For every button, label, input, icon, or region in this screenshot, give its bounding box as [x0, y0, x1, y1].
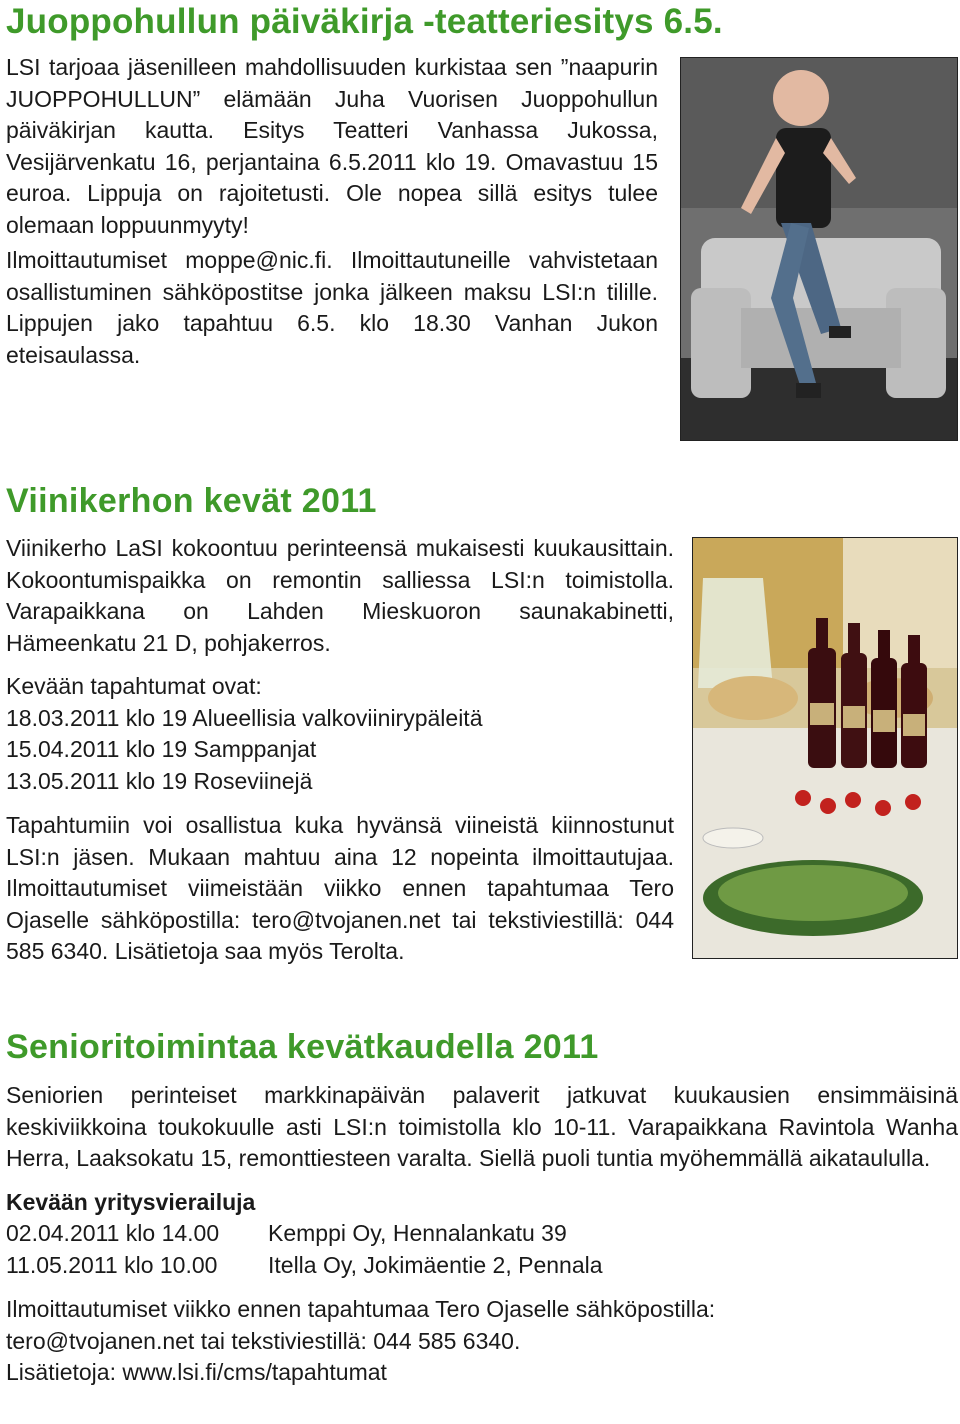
wine-event: 13.05.2011 klo 19 Roseviinejä — [6, 767, 313, 794]
wine-event: 15.04.2011 klo 19 Samppanjat — [6, 736, 317, 762]
wine-table-photo-image — [693, 538, 957, 958]
visit-date: 11.05.2011 klo 10.00 — [6, 1251, 218, 1278]
visit-place: Itella Oy, Jokimäentie 2, Pennala — [268, 1251, 603, 1278]
theatre-paragraph-2: Ilmoittautumiset moppe@nic.fi. Ilmoittautuneille vahvistetaan osallistuminen sähköpostitse jonka jälkeen maksu LSI:n tilille. Lippujen jako tapahtuu 6.5. klo 18.30 Vanhan Jukon eteisaulassa. — [6, 247, 658, 368]
wine-title-wrap — [6, 481, 606, 521]
senior-contact-line: tero@tvojanen.net tai tekstiviestillä: 044 585 6340. — [6, 1327, 521, 1354]
senior-visit-row — [6, 1218, 958, 1250]
senior-contact-line: Ilmoittautumiset viikko ennen tapahtumaa Tero Ojaselle sähköpostilla: — [6, 1296, 716, 1322]
wine-table-photo — [692, 537, 958, 959]
visit-date: 02.04.2011 klo 14.00 — [6, 1220, 220, 1246]
wine-event: 18.03.2011 klo 19 Alueellisia valkoviinirypäleitä — [6, 704, 483, 731]
wine-paragraph-2: Tapahtumiin voi osallistua kuka hyvänsä viineistä kiinnostunut LSI:n jäsen. Mukaan mahtuu aina 12 nopeinta ilmoittautujaa. Ilmoittautumiset viimeistään viikko ennen tapahtumaa Tero Ojaselle sähköpostilla: tero@tvojanen.net tai tekstiviestillä: 044 585 6340. Lisätietoja saa myös Terolta. — [6, 812, 674, 964]
senior-visit-row — [6, 1250, 958, 1282]
senior-contact-line: Lisätietoja: www.lsi.fi/cms/tapahtumat — [6, 1359, 387, 1385]
wine-events-heading: Kevään tapahtumat ovat: — [6, 673, 262, 699]
senior-title-wrap — [6, 1027, 906, 1067]
senior-text — [6, 1080, 958, 1389]
actor-photo — [680, 57, 958, 441]
senior-title: Senioritoimintaa kevätkaudella 2011 — [6, 1028, 599, 1066]
theatre-text — [6, 52, 658, 371]
actor-photo-image — [681, 58, 957, 440]
wine-paragraph-1: Viinikerho LaSI kokoontuu perinteensä mukaisesti kuukausittain. Kokoontumispaikka on remontin salliessa LSI:n toimistolla. Varapaikkana on Lahden Mieskuoron saunakabinetti, Hämeenkatu 21 D, pohjakerros. — [6, 535, 674, 656]
theatre-section — [6, 2, 956, 42]
senior-visits-heading: Kevään yritysvierailuja — [6, 1188, 256, 1215]
visit-place: Kemppi Oy, Hennalankatu 39 — [268, 1220, 567, 1246]
theatre-title: Juoppohullun päiväkirja -teatteriesitys 6.5. — [6, 2, 723, 41]
theatre-paragraph-1: LSI tarjoaa jäsenilleen mahdollisuuden kurkistaa sen ”naapurin JUOPPOHULLUN” elämään Juha Vuorisen Juoppohullun päiväkirjan kautta. Esitys Teatteri Vanhassa Jukossa, Vesijärvenkatu 16, perjantaina 6.5.2011 klo 19. Omavastuu 15 euroa. Lippuja on rajoitetusti. Ole nopea sillä esitys tulee olemaan loppuunmyyty! — [6, 54, 658, 238]
wine-text — [6, 533, 674, 968]
wine-title: Viinikerhon kevät 2011 — [6, 482, 377, 520]
senior-paragraph-1: Seniorien perinteiset markkinapäivän palaverit jatkuvat kuukausien ensimmäisinä keskiviikkoina toukokuulle asti LSI:n toimistolla klo 10-11. Varapaikkana Ravintola Wanha Herra, Laaksokatu 15, remonttiesteen varalta. Siellä puoli tuntia myöhemmällä aikataululla. — [6, 1082, 958, 1171]
